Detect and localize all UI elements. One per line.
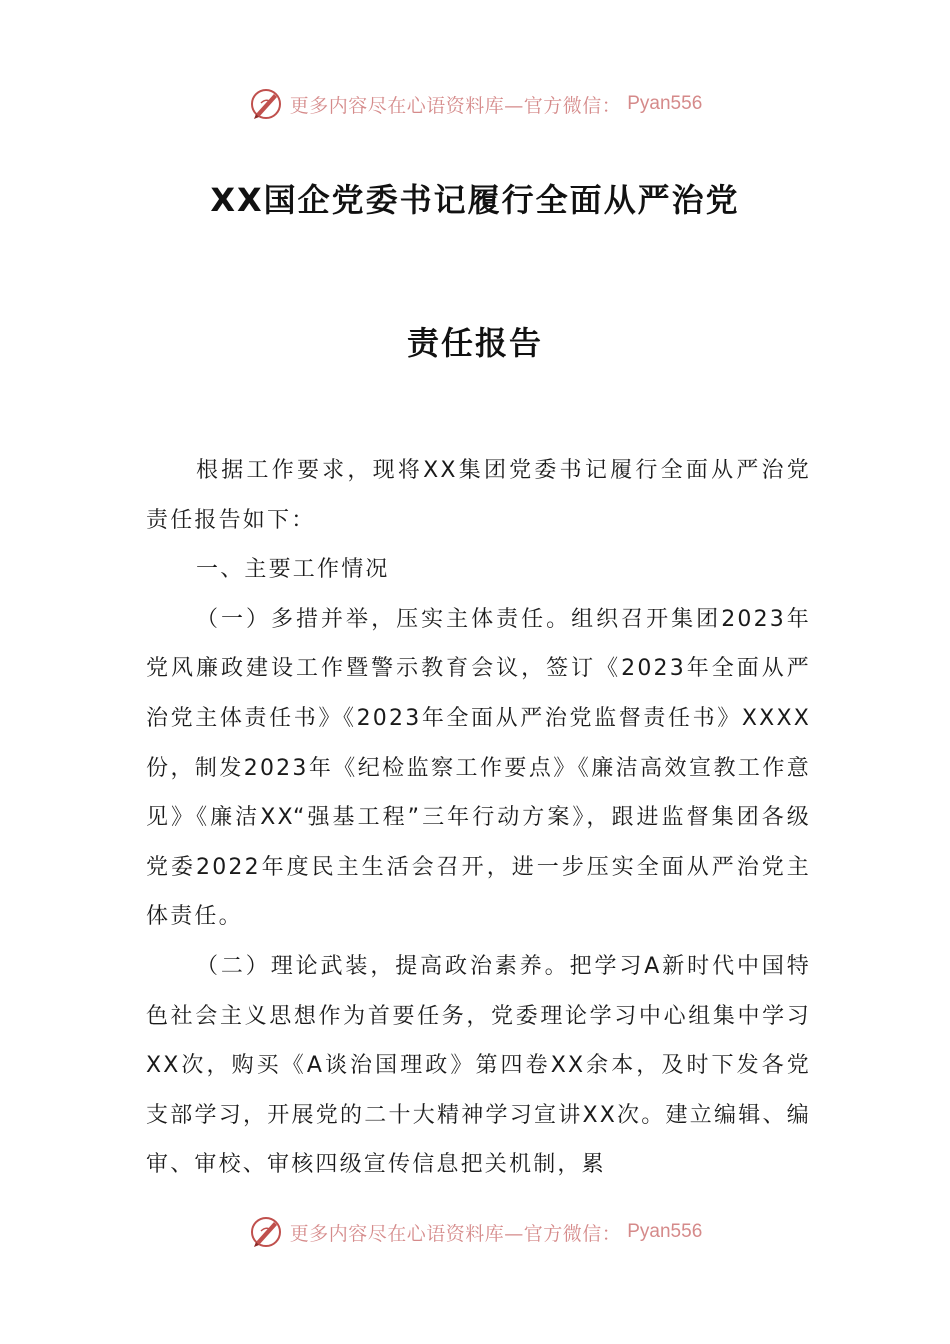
- footer-watermark: [0, 1212, 950, 1252]
- pen-logo-icon: [248, 1214, 284, 1250]
- watermark-wechat-id: Pyan556: [627, 1221, 703, 1242]
- document-title-line-1: XX国企党委书记履行全面从严治党: [210, 181, 740, 219]
- watermark-text: 更多内容尽在心语资料库—官方微信：: [289, 1222, 622, 1245]
- header-watermark: [0, 84, 950, 124]
- paragraph-intro: 根据工作要求，现将XX集团党委书记履行全面从严治党责任报告如下：: [146, 458, 811, 533]
- paragraph-subsection-1: （一）多措并举，压实主体责任。组织召开集团2023年党风廉政建设工作暨警示教育会议，签订《2023年全面从严治党主体责任书》《2023年全面从严治党监督责任书》XXXX份，制发2023年《纪检监察工作要点》《廉洁高效宣教工作意见》《廉洁XX“强基工程”三年行动方案》，跟进监督集团各级党委2022年度民主生活会召开，进一步压实全面从严治党主体责任。: [146, 606, 811, 930]
- watermark-wechat-id: Pyan556: [627, 93, 703, 114]
- watermark-text: 更多内容尽在心语资料库—官方微信：: [289, 94, 622, 117]
- section-heading-1: 一、主要工作情况: [196, 557, 390, 583]
- document-title-line-2: 责任报告: [406, 324, 543, 362]
- paragraph-subsection-2: （二）理论武装，提高政治素养。把学习A新时代中国特色社会主义思想作为首要任务，党委理论学习中心组集中学习XX次，购买《A谈治国理政》第四卷XX余本，及时下发各党支部学习，开展党的二十大精神学习宣讲XX次。建立编辑、编审、审校、审核四级宣传信息把关机制，累: [146, 953, 811, 1178]
- pen-logo-icon: [248, 86, 284, 122]
- document-body: [146, 446, 811, 1190]
